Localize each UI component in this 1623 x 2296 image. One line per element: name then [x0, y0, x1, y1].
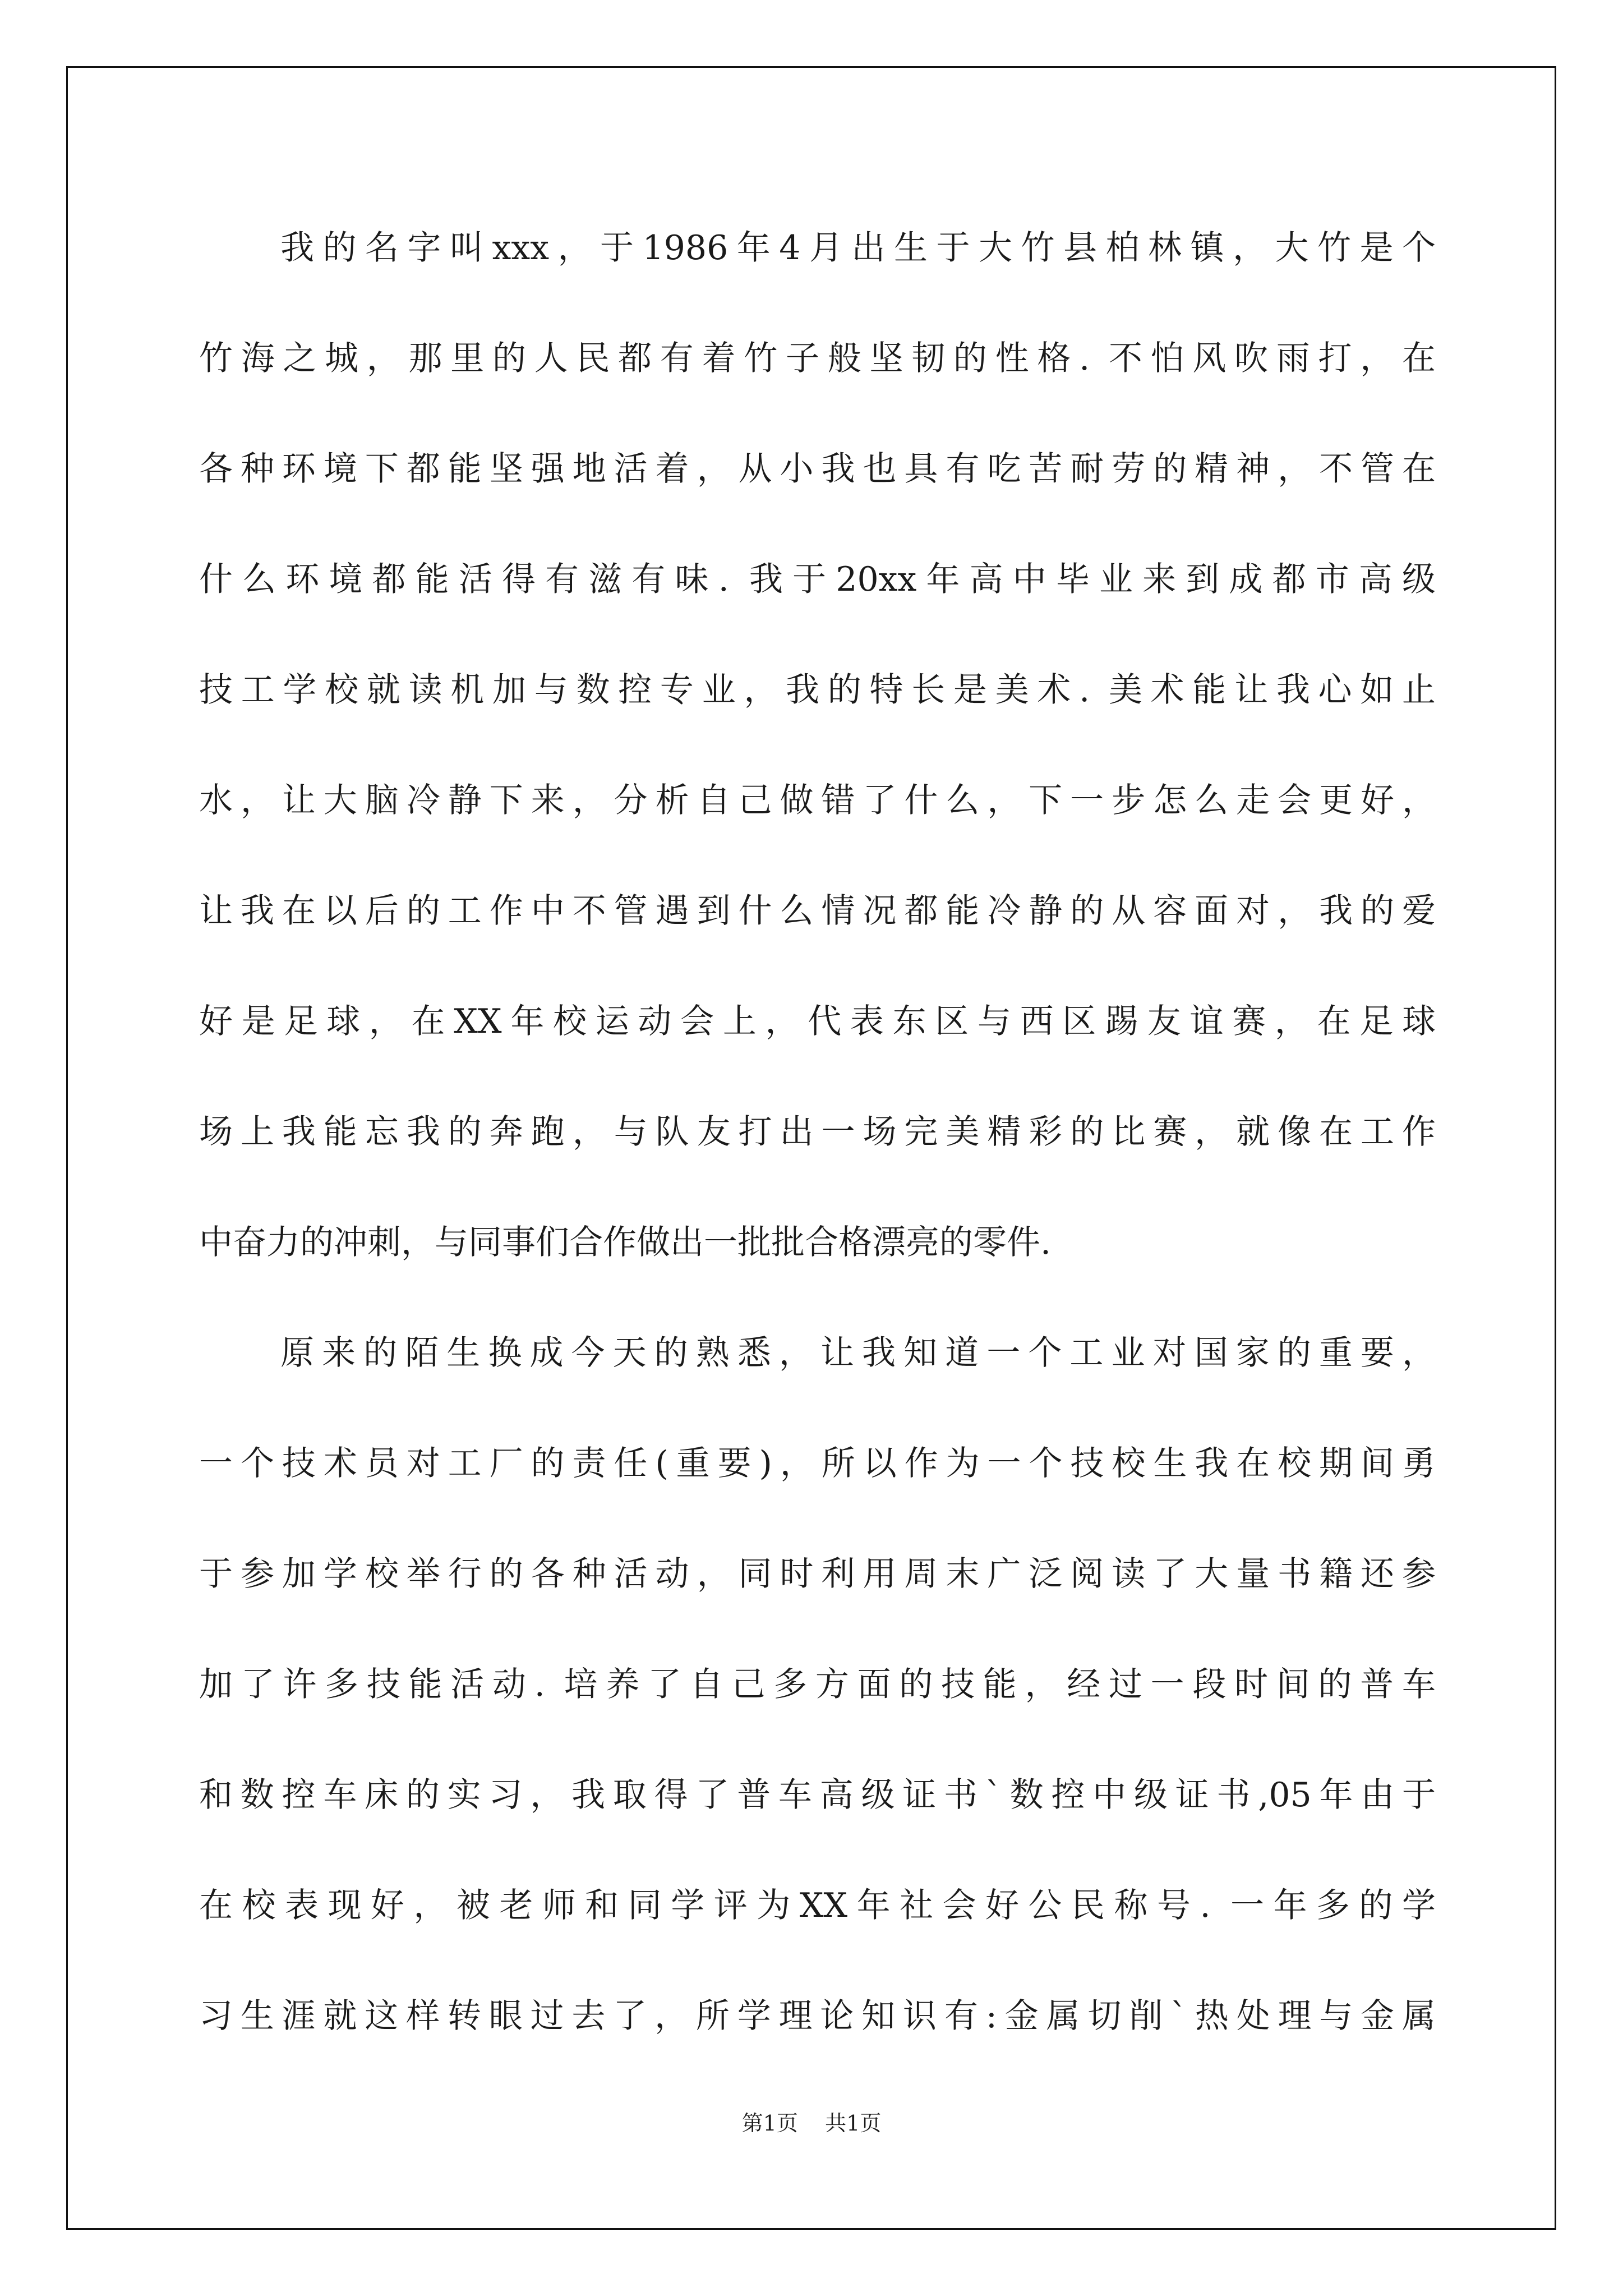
- paragraph-2-line-2: 一个技术员对工厂的责任(重要)，所以作为一个技校生我在校期间勇: [199, 1444, 1436, 1483]
- paragraph-2-line-6: 在校表现好，被老师和同学评为XX年社会好公民称号. 一年多的学: [199, 1886, 1436, 1925]
- paragraph-1-line-8: 好是足球，在XX年校运动会上，代表东区与西区踢友谊赛，在足球: [199, 1002, 1436, 1041]
- paragraph-2-line-1: 原来的陌生换成今天的熟悉，让我知道一个工业对国家的重要，: [280, 1333, 1436, 1373]
- paragraph-2-line-3: 于参加学校举行的各种活动，同时利用周末广泛阅读了大量书籍还参: [199, 1554, 1436, 1594]
- paragraph-1-line-5: 技工学校就读机加与数控专业，我的特长是美术. 美术能让我心如止: [199, 670, 1436, 710]
- paragraph-1-line-1: 我的名字叫xxx，于1986年4月出生于大竹县柏林镇，大竹是个: [280, 228, 1436, 268]
- paragraph-1-line-9: 场上我能忘我的奔跑，与队友打出一场完美精彩的比赛，就像在工作: [199, 1112, 1436, 1152]
- paragraph-1-line-3: 各种环境下都能坚强地活着，从小我也具有吃苦耐劳的精神，不管在: [199, 449, 1436, 489]
- paragraph-1-line-4: 什么环境都能活得有滋有味. 我于20xx年高中毕业来到成都市高级: [199, 560, 1436, 599]
- paragraph-1-line-7: 让我在以后的工作中不管遇到什么情况都能冷静的从容面对，我的爱: [199, 891, 1436, 931]
- paragraph-1-line-2: 竹海之城，那里的人民都有着竹子般坚韧的性格. 不怕风吹雨打，在: [199, 339, 1436, 378]
- paragraph-2-line-5: 和数控车床的实习，我取得了普车高级证书`数控中级证书,05年由于: [199, 1775, 1436, 1815]
- paragraph-1-line-10: 中奋力的冲刺，与同事们合作做出一批批合格漂亮的零件.: [199, 1223, 1052, 1262]
- paragraph-1-line-6: 水，让大脑冷静下来，分析自己做错了什么，下一步怎么走会更好，: [199, 781, 1436, 820]
- page-footer: 第1页 共1页: [741, 2111, 882, 2136]
- paragraph-2-line-7: 习生涯就这样转眼过去了，所学理论知识有:金属切削`热处理与金属: [199, 1996, 1436, 2036]
- paragraph-2-line-4: 加了许多技能活动. 培养了自己多方面的技能，经过一段时间的普车: [199, 1665, 1436, 1704]
